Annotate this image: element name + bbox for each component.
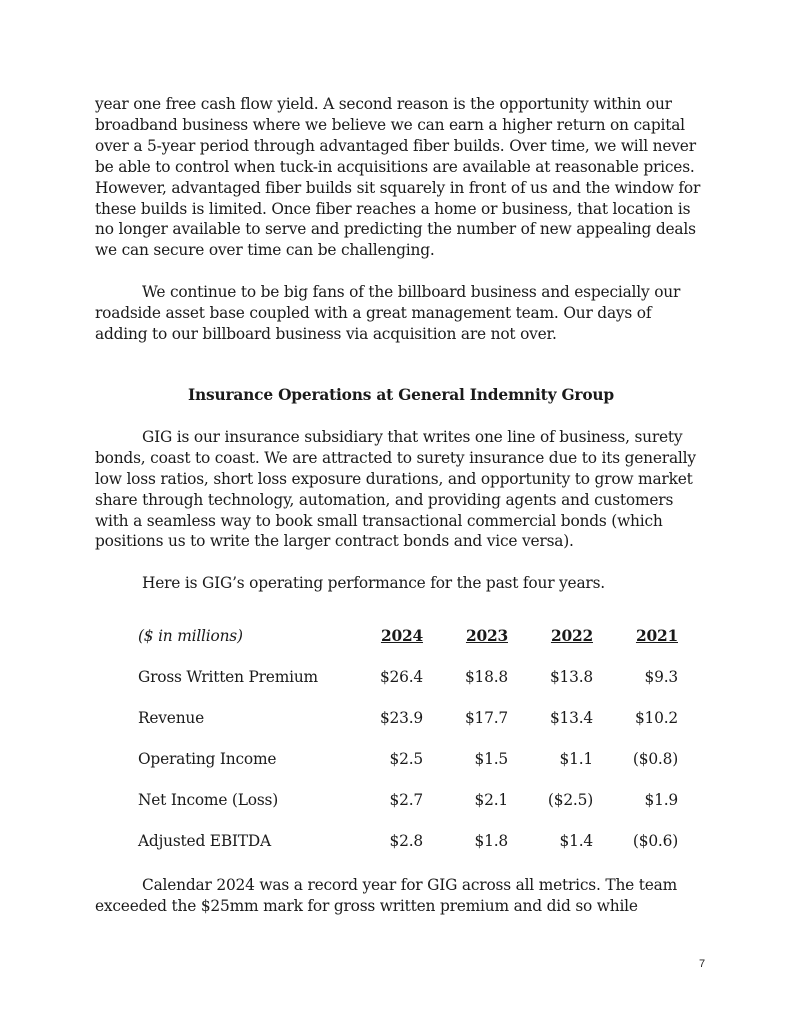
table-cell: $13.8 [549,668,593,687]
paragraph-fiber-builds: year one free cash flow yield. A second reason is the opportunity within our broadband business where we believe we can earn a higher return on capital over a 5-year period through advantaged fiber builds. Over time, we will never be able to control when tuck-in acquisitions are available at reasonable prices. However, advantaged fiber builds sit squarely in front of us and the window for these builds is limited. Once fiber reaches a home or business, that location is no longer available to serve and predicting the number of new appealing deals we can secure over time can be challenging. [95,95,701,260]
table-cell: $2.1 [474,791,508,810]
page-number: 7 [699,958,706,970]
row-label: Adjusted EBITDA [138,832,271,851]
year-header: 2021 [635,627,678,646]
row-label: Gross Written Premium [138,668,318,687]
table-cell: ($2.5) [547,791,593,810]
table-cell: $1.9 [644,791,678,810]
table-cell: ($0.8) [632,750,678,769]
table-row [138,832,678,873]
table-row [138,709,678,750]
year-header: 2022 [550,627,593,646]
table-cell: $18.8 [464,668,508,687]
row-label: Revenue [138,709,205,728]
table-cell: $2.5 [389,750,423,769]
table-cell: $26.4 [379,668,423,687]
table-cell: $1.4 [559,832,593,851]
table-cell: $13.4 [549,709,593,728]
document-page [95,94,707,917]
table-cell: $1.1 [559,750,593,769]
table-cell: $23.9 [379,709,423,728]
table-cell: $2.8 [389,832,423,851]
paragraph-calendar-2024: Calendar 2024 was a record year for GIG across all metrics. The team exceeded the $25mm mark for gross written premium and did so while [95,876,678,916]
paragraph-table-intro: Here is GIG’s operating performance for the past four years. [142,574,605,593]
table-cell: $1.8 [474,832,508,851]
row-label: Net Income (Loss) [138,791,279,810]
table-cell: $9.3 [644,668,678,687]
table-cell: $17.7 [464,709,508,728]
unit-label: ($ in millions) [138,627,243,646]
table-cell: $1.5 [474,750,508,769]
year-header: 2024 [380,627,423,646]
paragraph-gig-intro: GIG is our insurance subsidiary that writes one line of business, surety bonds, coast to coast. We are attracted to surety insurance due to its generally low loss ratios, short loss exposure durations, and opportunity to grow market share through technology, automation, and providing agents and customers with a seamless way to book small transactional commercial bonds (which positions us to write the larger contract bonds and vice versa). [95,427,696,551]
row-label: Operating Income [138,750,277,769]
section-heading: Insurance Operations at General Indemnity Group [188,385,614,404]
table-cell: $10.2 [634,709,678,728]
table-row [138,791,678,832]
table-row [138,750,678,791]
operating-performance-table [138,627,678,873]
table-cell: $2.7 [389,791,423,810]
table-header-row [138,627,678,668]
table-row [138,668,678,709]
table-cell: ($0.6) [632,832,678,851]
paragraph-billboard: We continue to be big fans of the billboard business and especially our roadside asset base coupled with a great management team. Our days of adding to our billboard business via acquisition are not over. [95,283,681,344]
year-header: 2023 [465,627,508,646]
